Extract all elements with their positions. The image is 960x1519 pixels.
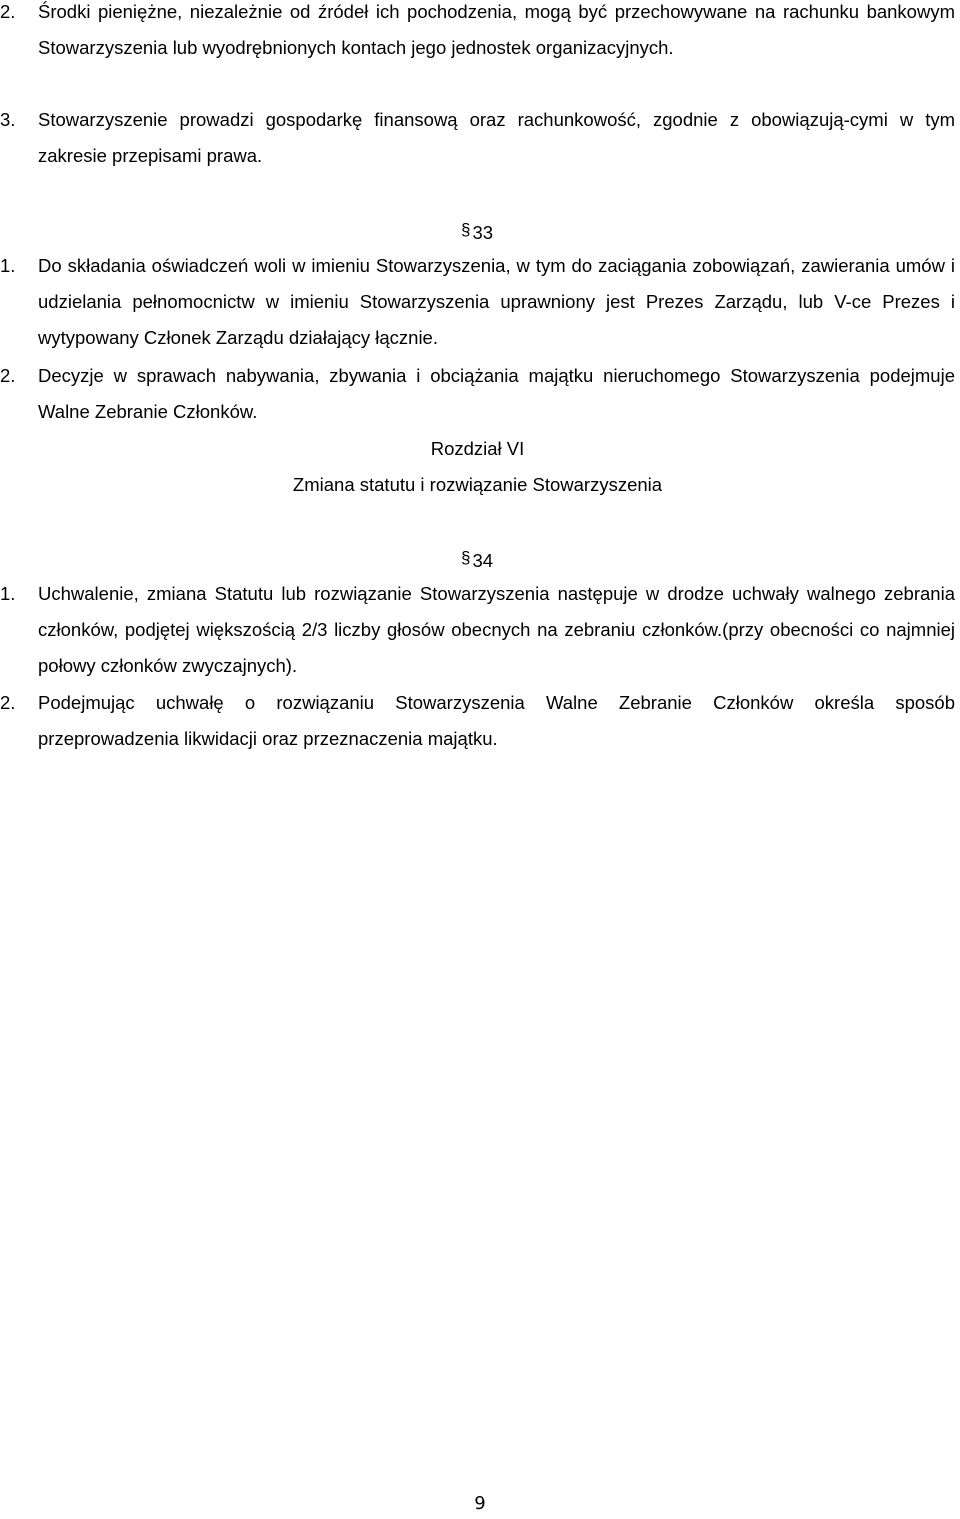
item-number: 2. [0,692,16,713]
item-text: Stowarzyszenie prowadzi gospodarkę finansową oraz rachunkowość, zgodnie z obowiązują-cymi w tym zakresie przepisami prawa. [38,109,955,166]
item-number: 1. [0,255,16,276]
list-item [0,576,955,684]
section-heading-33 [461,212,493,251]
section-symbol: § [461,548,471,567]
item-number: 3. [0,109,16,130]
item-number: 2. [0,1,16,22]
item-number: 1. [0,583,16,604]
list-item [0,102,955,174]
section-symbol: § [461,220,471,239]
item-text: Decyzje w sprawach nabywania, zbywania i obciążania majątku nieruchomego Stowarzyszenia podejmuje Walne Zebranie Członków. [38,365,955,422]
page-number: 9 [474,1493,486,1514]
list-item [0,685,955,757]
section-number: 33 [472,222,494,243]
item-text: Podejmując uchwałę o rozwiązaniu Stowarzyszenia Walne Zebranie Członków określa sposób przeprowadzenia likwidacji oraz przeznaczenia majątku. [38,692,955,749]
item-text: Do składania oświadczeń woli w imieniu Stowarzyszenia, w tym do zaciągania zobowiązań, zawierania umów i udzielania pełnomocnictw w imieniu Stowarzyszenia uprawniony jest Prezes Zarządu, lub V-ce Prezes i wytypowany Członek Zarządu działający łącznie. [38,255,955,348]
item-text: Uchwalenie, zmiana Statutu lub rozwiązanie Stowarzyszenia następuje w drodze uchwały walnego zebrania członków, podjętej większością 2/3 liczby głosów obecnych na zebraniu członków.(przy obecności co najmniej połowy członków zwyczajnych). [38,583,955,676]
list-item [0,248,955,356]
chapter-subtitle: Zmiana statutu i rozwiązanie Stowarzyszenia [292,474,663,495]
list-item [0,358,955,430]
list-item [0,0,955,66]
section-heading-34 [461,540,493,579]
section-number: 34 [472,550,494,571]
item-number: 2. [0,365,16,386]
item-text: Środki pieniężne, niezależnie od źródeł ich pochodzenia, mogą być przechowywane na rachunku bankowym Stowarzyszenia lub wyodrębnionych kontach jego jednostek organizacyjnych. [38,1,955,58]
chapter-title: Rozdział VI [430,438,525,459]
